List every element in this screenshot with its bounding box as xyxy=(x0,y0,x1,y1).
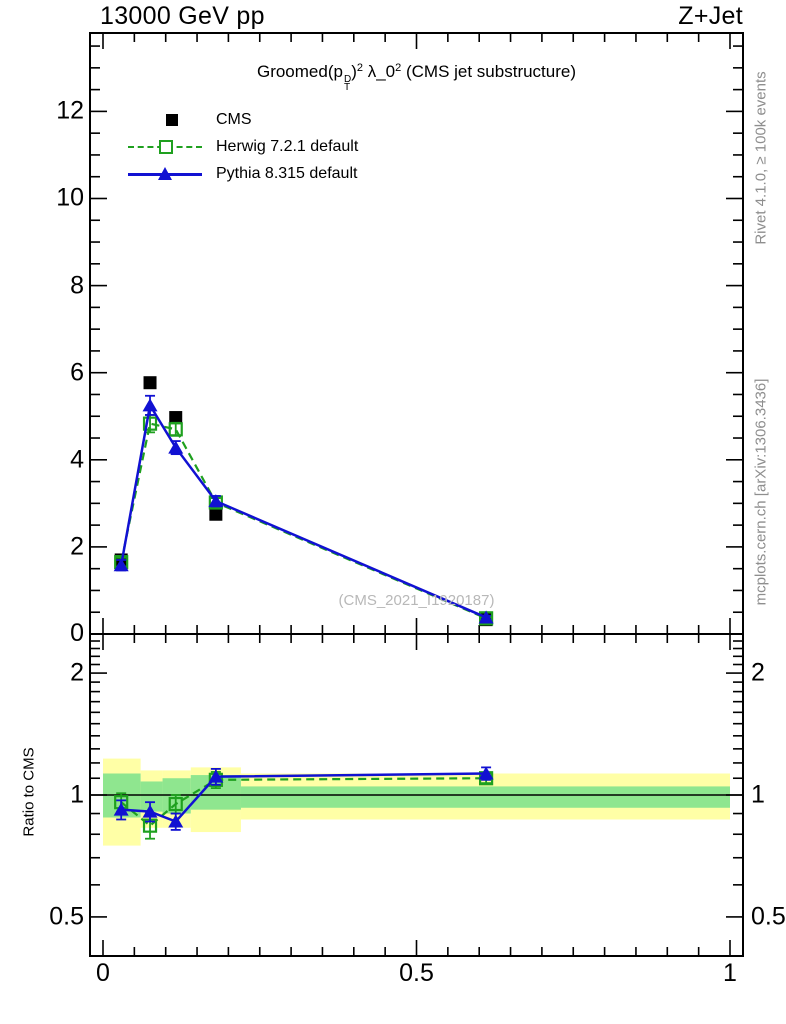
y-tick-label: 10 xyxy=(56,183,84,212)
legend-item-pythia xyxy=(128,160,358,187)
ratio-axis-title: Ratio to CMS xyxy=(20,747,38,837)
analysis-watermark: (CMS_2021_I1920187) xyxy=(338,592,495,609)
y-tick-label: 8 xyxy=(70,271,84,300)
cms-marker-icon xyxy=(128,112,202,128)
ratio-tick-label-left: 1 xyxy=(70,780,84,809)
y-tick-label: 4 xyxy=(70,445,84,474)
y-tick-label: 2 xyxy=(70,532,84,561)
legend-label-pythia: Pythia 8.315 default xyxy=(216,164,358,182)
rivet-version-note: Rivet 4.1.0, ≥ 100k events xyxy=(752,71,770,245)
legend-label-cms: CMS xyxy=(216,110,252,128)
pythia-marker-icon xyxy=(128,166,202,182)
ratio-tick-label-right: 2 xyxy=(751,658,765,687)
legend-item-cms xyxy=(128,106,358,133)
y-tick-label: 6 xyxy=(70,358,84,387)
title-text: Groomed(p xyxy=(256,62,343,81)
ratio-tick-label-left: 2 xyxy=(70,658,84,687)
legend-label-herwig: Herwig 7.2.1 default xyxy=(216,137,359,155)
mcplots-note: mcplots.cern.ch [arXiv:1306.3436] xyxy=(752,378,770,606)
process-label: Z+Jet xyxy=(678,2,743,30)
plot-title: Groomed(p D T )$^2$ $\lambda\_0^2$ (CMS jet substructure) xyxy=(256,62,577,93)
band-green xyxy=(141,781,163,811)
pt-sub-sup: D T xyxy=(343,74,352,93)
band-green xyxy=(241,786,730,807)
legend xyxy=(128,106,358,187)
herwig-marker-icon xyxy=(128,139,202,155)
y-tick-label-zero: 0 xyxy=(70,619,84,647)
cms-series-main xyxy=(115,376,493,626)
legend-item-herwig xyxy=(128,133,358,160)
ratio-tick-label-right: 0.5 xyxy=(751,902,786,931)
beam-energy-label: 13000 GeV pp xyxy=(100,2,265,30)
x-tick-label: 1 xyxy=(723,959,737,987)
x-tick-label: 0.5 xyxy=(399,959,434,987)
y-tick-label: 12 xyxy=(56,96,84,125)
ratio-tick-label-left: 0.5 xyxy=(49,902,84,931)
ratio-tick-label-right: 1 xyxy=(751,780,765,809)
ratio-uncertainty-bands xyxy=(103,759,730,846)
x-tick-label: 0 xyxy=(96,959,110,987)
